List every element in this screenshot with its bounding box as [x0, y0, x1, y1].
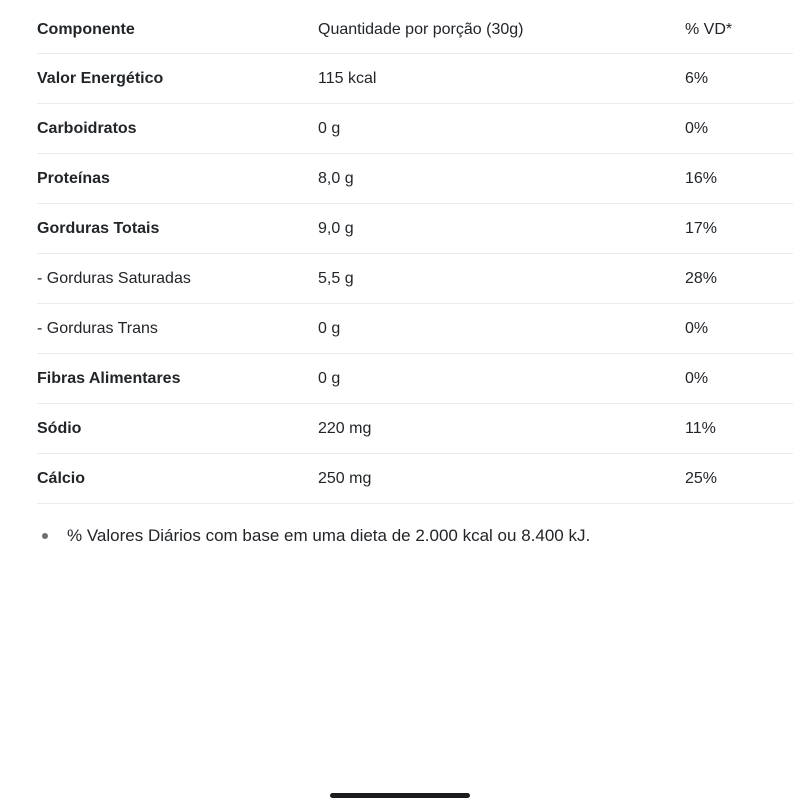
component-name: Cálcio: [37, 469, 86, 487]
component-name: Gorduras Totais: [37, 219, 160, 237]
component-daily-value: 0%: [685, 319, 709, 337]
footnote-text: % Valores Diários com base em uma dieta de 2.000 kcal ou 8.400 kJ.: [67, 526, 591, 545]
component-amount: 220 mg: [318, 419, 372, 437]
component-daily-value: 28%: [685, 269, 718, 287]
component-amount: 250 mg: [318, 469, 372, 487]
component-amount: 115 kcal: [318, 69, 377, 87]
column-header-dv: % VD*: [685, 20, 733, 38]
bullet-icon: [42, 533, 48, 539]
component-amount: 0 g: [318, 119, 341, 137]
component-name: Carboidratos: [37, 119, 137, 137]
component-amount: 5,5 g: [318, 269, 354, 287]
component-daily-value: 0%: [685, 369, 709, 387]
table-row: [37, 354, 793, 404]
component-name: Valor Energético: [37, 69, 164, 87]
component-amount: 8,0 g: [318, 169, 354, 187]
daily-values-footnote: [37, 524, 757, 548]
table-body: [37, 54, 793, 504]
component-name: Sódio: [37, 419, 82, 437]
column-header-component: Componente: [37, 20, 135, 38]
component-daily-value: 16%: [685, 169, 718, 187]
table-row: [37, 154, 793, 204]
table-row: [37, 104, 793, 154]
component-name: - Gorduras Trans: [37, 319, 158, 337]
component-name: - Gorduras Saturadas: [37, 269, 191, 287]
component-amount: 0 g: [318, 369, 341, 387]
table-row: [37, 404, 793, 454]
component-amount: 9,0 g: [318, 219, 354, 237]
component-name: Proteínas: [37, 169, 110, 187]
table-row: [37, 204, 793, 254]
table-header-row: [37, 0, 793, 54]
table-row: [37, 454, 793, 504]
component-daily-value: 17%: [685, 219, 718, 237]
table-row: [37, 304, 793, 354]
component-daily-value: 25%: [685, 469, 718, 487]
nutrition-table: [37, 0, 793, 504]
table-row: [37, 254, 793, 304]
component-amount: 0 g: [318, 319, 341, 337]
component-daily-value: 6%: [685, 69, 709, 87]
column-header-amount: Quantidade por porção (30g): [318, 20, 524, 38]
component-daily-value: 0%: [685, 119, 709, 137]
component-name: Fibras Alimentares: [37, 369, 181, 387]
table-row: [37, 54, 793, 104]
component-daily-value: 11%: [685, 419, 716, 437]
home-indicator-bar: [330, 793, 470, 798]
